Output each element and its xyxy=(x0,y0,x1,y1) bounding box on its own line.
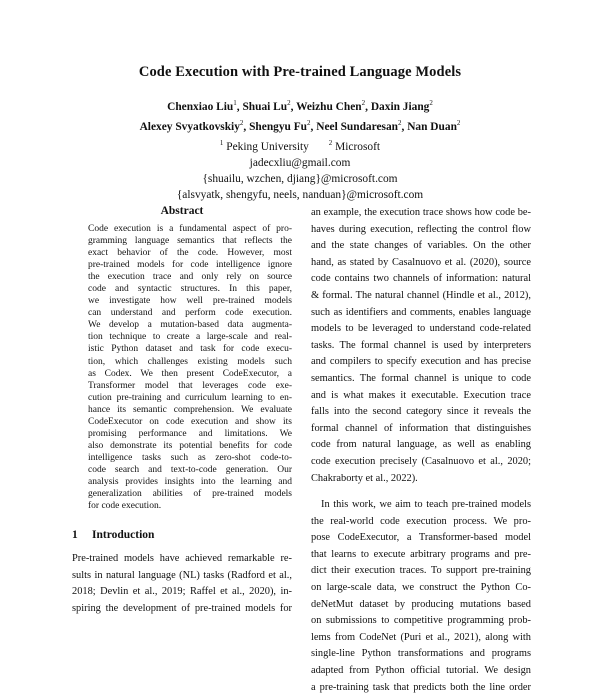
abstract-heading: Abstract xyxy=(160,205,204,217)
intro-left-text xyxy=(72,551,292,617)
author-name: Neel Sundaresan xyxy=(316,121,398,133)
text-line: Pre-trained models have achieved remarkable re- xyxy=(72,553,292,565)
author-affiliation-marker: 2 xyxy=(307,119,311,127)
text-line: cution pre-training and curriculum learning to en- xyxy=(88,392,292,403)
text-line: code execution precisely (Casalnuovo et al., 2020; xyxy=(311,455,531,467)
author-name: Shengyu Fu xyxy=(249,121,308,133)
text-line: and is what makes it executable. Execution trace xyxy=(311,389,531,401)
author-affiliation-marker: 2 xyxy=(429,99,433,107)
author-affiliation-marker: 1 xyxy=(233,99,237,107)
text-line: that learns to execute arbitrary programs and pre- xyxy=(311,548,531,560)
text-line: haves during execution, reflecting the control flow xyxy=(311,223,531,235)
author-block xyxy=(0,95,600,203)
text-line: Transformer model that leverages code exe- xyxy=(88,380,292,391)
text-line: lems from CodeNet (Puri et al., 2021), along with xyxy=(311,631,531,643)
text-line: a pre-training task that predicts both the line order xyxy=(311,681,531,693)
text-line: such as identifiers and comments, enables language xyxy=(311,306,531,318)
text-line: sults in natural language (NL) tasks (Radford et al., xyxy=(72,569,292,581)
author-name: Shuai Lu xyxy=(242,101,288,113)
text-line: intelligence tasks such as zero-shot code-to- xyxy=(88,452,292,463)
affiliations xyxy=(0,135,600,155)
text-line: tasks. The formal channel is used by interpreters xyxy=(311,339,531,351)
text-line: In this work, we aim to teach pre-trained models xyxy=(321,499,531,511)
email-line-1: jadecxliu@gmail.com xyxy=(249,157,351,169)
text-line: on submissions to competitive programming prob- xyxy=(311,615,531,627)
email-line-2: {shuailu, wzchen, djiang}@microsoft.com xyxy=(202,173,398,185)
text-line: gramming language semantics that reflects the xyxy=(88,236,292,247)
text-line: an example, the execution trace shows how code be- xyxy=(311,207,531,218)
section-number: 1 xyxy=(72,529,78,542)
author-affiliation-marker: 2 xyxy=(287,99,291,107)
affiliation-marker: 2 xyxy=(328,139,333,147)
text-line: hance its semantic comprehension. We evaluate xyxy=(88,404,292,415)
author-name: Daxin Jiang xyxy=(370,101,430,113)
affiliation-microsoft: Microsoft xyxy=(335,141,381,153)
affiliation-peking: Peking University xyxy=(226,141,309,153)
text-line: the real-world code execution process. We pro- xyxy=(311,515,531,527)
text-line: dict their execution traces. To support pre-training xyxy=(311,565,531,577)
text-line: single-line Python transformations and programs xyxy=(311,648,531,660)
text-line: adapted from Python official tutorial. We design xyxy=(311,665,531,677)
paper-title: Code Execution with Pre-trained Language Models xyxy=(138,64,462,80)
text-line: generalization abilities of pre-trained models xyxy=(88,489,292,500)
text-line: we investigate how well pre-trained models xyxy=(88,296,292,307)
author-line-2: Alexey Svyatkovskiy$^2$, Shengyu Fu$^2$, Neel Sundaresan$^2$, Nan Duan$^2$ xyxy=(139,119,461,133)
text-line: exact behavior of the code. However, most xyxy=(88,248,292,259)
right-column xyxy=(311,205,531,696)
author-name: Chenxiao Liu xyxy=(167,101,234,113)
text-line: spiring the development of pre-trained models for xyxy=(72,602,292,614)
text-line: the execution trace and only rely on source xyxy=(88,272,292,283)
text-line: hand, as stated by Casalnuovo et al. (2020), source xyxy=(311,256,531,268)
text-line: CodeExecutor on code execution and show its xyxy=(88,416,292,427)
text-line: code and syntactic structures. In this paper, xyxy=(88,284,292,295)
author-affiliation-marker: 2 xyxy=(239,119,244,127)
text-line: code search and text-to-code generation. Our xyxy=(88,464,292,475)
author-line-1: Chenxiao Liu$^1$, Shuai Lu$^2$, Weizhu Chen$^2$, Daxin Jiang$^2$ xyxy=(167,99,433,113)
text-line: pre-trained models for code intelligence ignore xyxy=(88,260,292,271)
text-line: semantics. The formal channel is unique to code xyxy=(311,372,531,384)
text-line: models to be leveraged to understand code-related xyxy=(311,323,531,335)
text-line: 2018; Devlin et al., 2019; Raffel et al., 2020), in- xyxy=(72,586,292,598)
text-line: on large-scale data, we construct the Python Co- xyxy=(311,582,531,594)
text-line: code from natural language, as well as enabling xyxy=(311,439,531,451)
text-line: falls into the second category since it reveals the xyxy=(311,406,531,418)
text-line: can understand and perform code execution. xyxy=(88,308,292,319)
text-line: formal channel of information that distinguishes xyxy=(311,422,531,434)
text-line: We develop a mutation-based data augmenta- xyxy=(88,320,292,331)
text-line: tion, which challenges existing models such xyxy=(88,356,292,367)
author-name: Nan Duan xyxy=(407,121,457,133)
text-line: deNetMut dataset by producing mutations based xyxy=(311,598,531,610)
text-line: also demonstrate its potential benefits for code xyxy=(88,440,292,451)
affiliation-marker: 1 xyxy=(219,139,224,147)
section-heading-introduction xyxy=(72,529,292,541)
author-affiliation-marker: 2 xyxy=(361,99,366,107)
text-line: for code execution. xyxy=(88,501,162,512)
intro-right-paragraph-2 xyxy=(311,497,531,696)
text-line: code contains two channels of information: natural xyxy=(311,273,531,285)
abstract-text xyxy=(88,223,292,512)
author-name: Weizhu Chen xyxy=(296,101,362,113)
text-line: as Codex. We then present CodeExecutor, a xyxy=(88,368,292,379)
author-affiliation-marker: 2 xyxy=(456,119,461,127)
left-column xyxy=(72,205,292,618)
text-line: & formal. The natural channel (Hindle et al., 2012), xyxy=(311,289,531,301)
section-title: Introduction xyxy=(92,529,155,542)
text-line: istic Python dataset and task for code execu- xyxy=(88,344,292,355)
text-line: and the state changes of variables. On the other xyxy=(311,240,531,252)
text-line: Code execution is a fundamental aspect of pro- xyxy=(88,224,292,234)
author-affiliation-marker: 2 xyxy=(398,119,402,127)
author-name: Alexey Svyatkovskiy xyxy=(139,121,240,133)
text-line: and compilers to specify execution and has precise xyxy=(311,356,531,368)
text-line: analysis provides insights into the learning and xyxy=(88,476,292,487)
text-line: promising performance and limitations. We xyxy=(88,428,292,439)
text-line: Chakraborty et al., 2022). xyxy=(311,472,418,484)
email-line-3: {alsvyatk, shengyfu, neels, nanduan}@microsoft.com xyxy=(176,189,424,201)
text-line: tion technique to create a large-scale and real- xyxy=(88,332,292,343)
intro-right-paragraph-1 xyxy=(311,205,531,487)
text-line: pose CodeExecutor, a Transformer-based model xyxy=(311,532,531,544)
